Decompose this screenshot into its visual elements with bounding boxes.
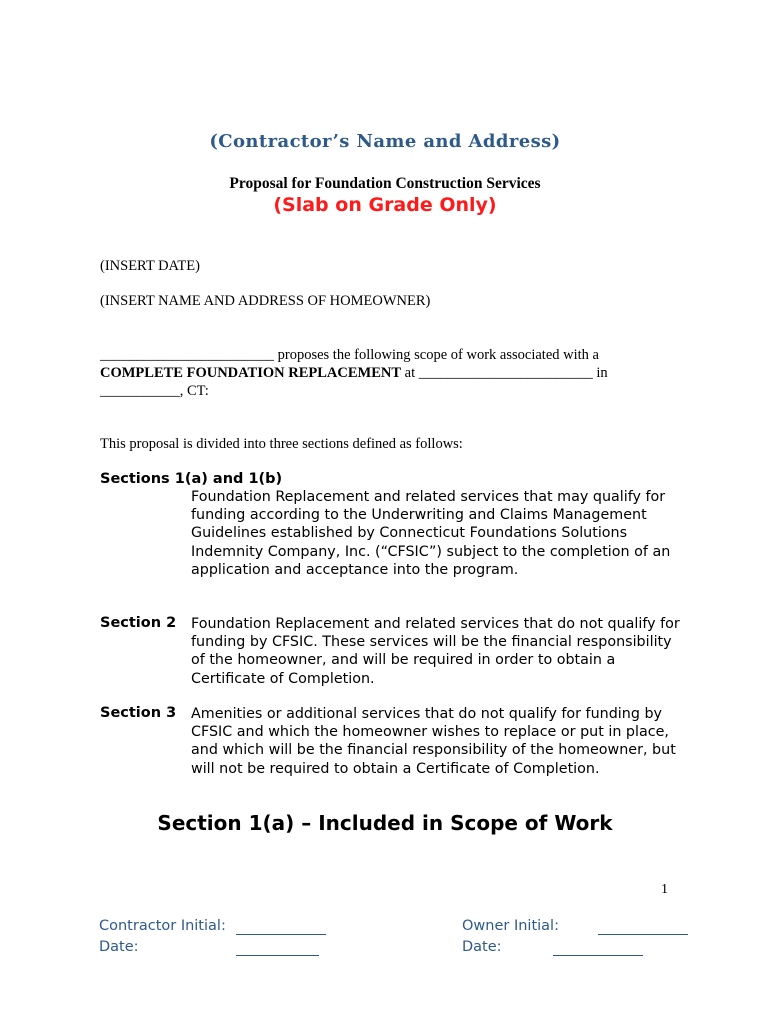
section-1a-heading: Section 1(a) – Included in Scope of Work	[157, 811, 613, 835]
intro-line-1-text: proposes the following scope of work associated with a	[274, 347, 599, 363]
contractor-initial-line	[236, 934, 326, 935]
contractor-blank: ________________________	[100, 347, 274, 363]
contractor-date-label: Date:	[99, 939, 139, 955]
section-1-label: Sections 1(a) and 1(b)	[100, 471, 283, 487]
contractor-date-line	[236, 955, 319, 956]
contractor-name-heading: (Contractor’s Name and Address)	[209, 131, 561, 152]
homeowner-placeholder: (INSERT NAME AND ADDRESS OF HOMEOWNER)	[100, 293, 431, 309]
section-2-text: Foundation Replacement and related services that do not qualify for funding by CFSIC. These services will be the financial responsibility of the homeowner, and will be required in order to obtain a Certificate of Completion.	[191, 616, 680, 687]
intro-line-1	[100, 347, 599, 364]
owner-date-label: Date:	[462, 939, 502, 955]
intro-line-2-text: at ________________________ in	[401, 365, 608, 381]
section-3-label: Section 3	[100, 705, 177, 721]
complete-foundation-replacement: COMPLETE FOUNDATION REPLACEMENT	[100, 365, 402, 381]
page-number: 1	[661, 882, 668, 897]
owner-initial-label: Owner Initial:	[462, 918, 559, 934]
proposal-title: Proposal for Foundation Construction Services	[229, 175, 541, 192]
intro-line-2	[100, 365, 608, 382]
slab-on-grade-subtitle: (Slab on Grade Only)	[273, 194, 497, 216]
contractor-initial-label: Contractor Initial:	[99, 918, 226, 934]
insert-date-placeholder: (INSERT DATE)	[100, 258, 200, 274]
section-3-text: Amenities or additional services that do not qualify for funding by CFSIC and which the homeowner wishes to replace or put in place, and which will be the financial responsibility of the homeowner, but will not be required to obtain a Certificate of Completion.	[191, 706, 676, 777]
section-1-text: Foundation Replacement and related services that may qualify for funding according to the Underwriting and Claims Management Guidelines established by Connecticut Foundations Solutions Indemnity Company, Inc. (“CFSIC”) subject to the completion of an application and acceptance into the program.	[191, 489, 671, 578]
owner-initial-line	[598, 934, 688, 935]
owner-date-line	[553, 955, 643, 956]
intro-line-3: ___________, CT:	[100, 383, 209, 399]
section-2-label: Section 2	[100, 615, 177, 631]
sections-intro: This proposal is divided into three sections defined as follows:	[100, 436, 463, 452]
